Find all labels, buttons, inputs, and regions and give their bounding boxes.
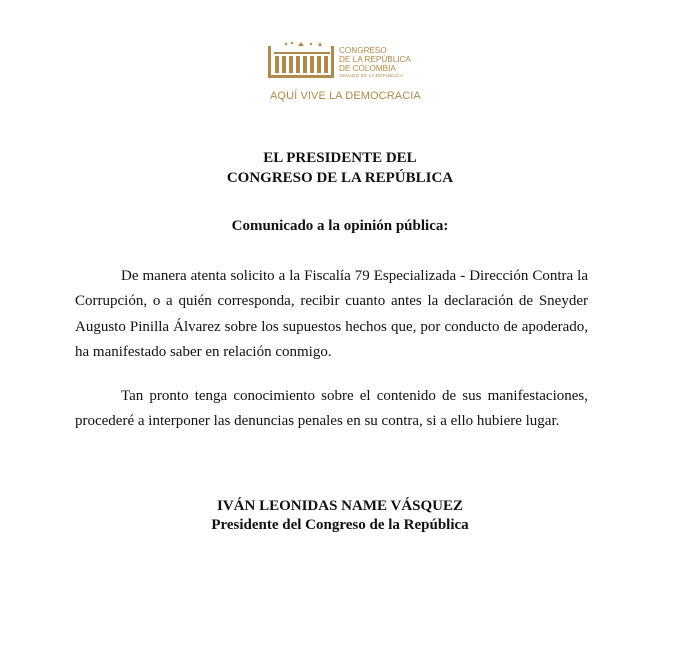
signature-name: IVÁN LEONIDAS NAME VÁSQUEZ: [216, 498, 463, 514]
paragraph-2: Tan pronto tenga conocimiento sobre el contenido de sus manifestaciones, procederé a interponer las denuncias penales en su contra, si a ello hubiere lugar.: [75, 388, 588, 430]
logo-text-senado: SENADO DE LA REPÚBLICA: [339, 73, 404, 78]
logo-text-republica: DE LA REPÚBLICA: [339, 55, 411, 64]
logo-text-colombia: DE COLOMBIA: [339, 64, 396, 73]
title-line-2: CONGRESO DE LA REPÚBLICA: [226, 170, 454, 186]
slogan: AQUÍ VIVE LA DEMOCRACIA: [270, 90, 421, 102]
signature-role: Presidente del Congreso de la República: [211, 517, 469, 533]
subtitle: Comunicado a la opinión pública:: [231, 218, 449, 234]
title-line-1: EL PRESIDENTE DEL: [263, 150, 417, 166]
logo-text-congreso: CONGRESO: [339, 46, 387, 55]
capitol-icon: [268, 42, 336, 82]
paragraph-1: De manera atenta solicito a la Fiscalía 79 Especializada - Dirección Contra la Corrupción, o a quién corresponda, recibir cuanto antes la declaración de Sneyder Augusto Pinilla Álvarez sobre los supuestos hechos que, por conducto de apoderado, ha manifestado saber en relación conmigo.: [75, 268, 588, 360]
